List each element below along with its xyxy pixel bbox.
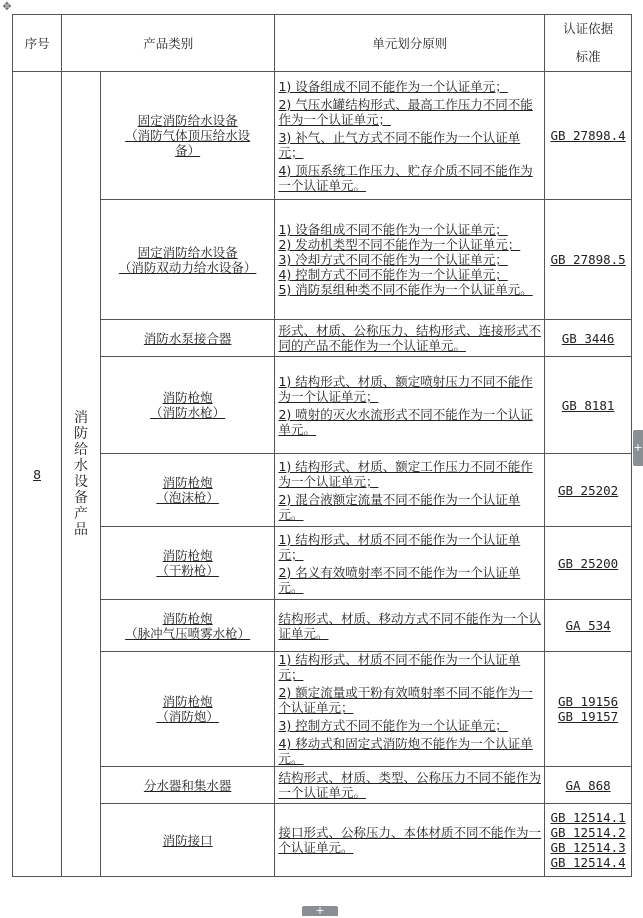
product-name — [100, 200, 275, 320]
table-row — [13, 527, 632, 600]
table-row — [13, 320, 632, 357]
product-name-line: （消防炮） — [156, 709, 219, 724]
standard-ref — [545, 320, 632, 357]
standard-ref — [545, 357, 632, 454]
table-row — [13, 767, 632, 804]
unit-rule-item: 3) 控制方式不同不能作为一个认证单元； — [278, 718, 508, 733]
standard-code: GB 12514.3 — [550, 840, 626, 855]
unit-rule — [275, 320, 545, 357]
product-name-line: 固定消防给水设备 — [137, 113, 238, 128]
unit-rule-item: 2) 混合液额定流量不同不能作为一个认证单元。 — [278, 491, 521, 522]
unit-rule — [275, 454, 545, 527]
unit-rule-item: 2) 气压水罐结构形式、最高工作压力不同不能作为一个认证单元； — [278, 96, 533, 127]
product-name-line: 分水器和集水器 — [143, 777, 232, 793]
standard-ref — [545, 72, 632, 200]
group-category-label: 消防给水设备产品 — [73, 410, 88, 538]
product-name-line: 消防枪炮 — [162, 475, 213, 490]
product-name-line: （消防气体顶压给水设 — [125, 128, 251, 143]
unit-rule-item: 1) 结构形式、材质不同不能作为一个认证单元； — [278, 652, 521, 682]
table-row — [13, 200, 632, 320]
product-name-line: （消防水枪） — [150, 405, 226, 420]
product-name-line: （泡沫枪） — [156, 490, 219, 505]
unit-rule-item: 4) 移动式和固定式消防炮不能作为一个认证单元。 — [278, 736, 533, 766]
unit-rule — [275, 357, 545, 454]
standard-code: GB 19157 — [557, 709, 619, 724]
header-category: 产品类别 — [62, 15, 275, 72]
standard-code: GB 8181 — [561, 397, 615, 413]
product-name — [100, 527, 275, 600]
group-category — [62, 72, 101, 877]
unit-rule-item: 接口形式、公称压力、本体材质不同不能作为一个认证单元。 — [278, 825, 541, 855]
product-name — [100, 652, 275, 767]
standard-ref — [545, 804, 632, 877]
product-name-line: （脉冲气压喷雾水枪） — [125, 625, 251, 641]
unit-rule-item: 结构形式、材质、移动方式不同不能作为一个认证单元。 — [278, 610, 541, 641]
move-handle-icon[interactable]: ✥ — [2, 0, 12, 13]
unit-rule — [275, 652, 545, 767]
product-name — [100, 454, 275, 527]
unit-rule-item: 5) 消防泵组种类不同不能作为一个认证单元。 — [278, 282, 533, 297]
certification-table — [12, 14, 632, 877]
standard-ref — [545, 200, 632, 320]
unit-rule-item: 4) 顶压系统工作压力、贮存介质不同不能作为一个认证单元。 — [278, 162, 533, 193]
standard-ref — [545, 600, 632, 652]
unit-rule-item: 结构形式、材质、类型、公称压力不同不能作为一个认证单元。 — [278, 770, 541, 800]
header-standard — [545, 15, 632, 72]
table-row — [13, 652, 632, 767]
standard-code: GB 25202 — [557, 482, 619, 498]
product-name-line: 消防枪炮 — [162, 610, 213, 626]
table-row — [13, 600, 632, 652]
unit-rule-item: 1) 设备组成不同不能作为一个认证单元； — [278, 222, 508, 237]
unit-rule-item: 2) 额定流量或干粉有效喷射率不同不能作为一个认证单元； — [278, 685, 533, 715]
product-name — [100, 767, 275, 804]
standard-code: GB 12514.4 — [550, 855, 626, 870]
product-name — [100, 72, 275, 200]
table-row — [13, 804, 632, 877]
standard-code: GA 534 — [565, 618, 611, 633]
product-name — [100, 357, 275, 454]
product-name-line: （干粉枪） — [156, 563, 219, 578]
standard-code: GA 868 — [565, 777, 611, 793]
unit-rule — [275, 767, 545, 804]
header-standard-line1: 认证依据 — [563, 21, 614, 36]
unit-rule-item: 形式、材质、公称压力、结构形式、连接形式不同的产品不能作为一个认证单元。 — [278, 323, 541, 353]
standard-ref — [545, 454, 632, 527]
unit-rule-item: 3) 补气、止气方式不同不能作为一个认证单元； — [278, 129, 521, 160]
unit-rule-item: 1) 结构形式、材质、额定喷射压力不同不能作为一个认证单元； — [278, 373, 533, 404]
standard-code: GB 27898.4 — [550, 128, 626, 143]
unit-rule-item: 1) 结构形式、材质不同不能作为一个认证单元； — [278, 531, 521, 562]
unit-rule — [275, 804, 545, 877]
table-header-row — [13, 15, 632, 72]
header-standard-line2: 标准 — [575, 49, 601, 64]
product-name — [100, 600, 275, 652]
plus-icon[interactable]: + — [633, 430, 643, 466]
standard-code: GB 25200 — [557, 555, 619, 571]
standard-code: GB 12514.1 — [550, 810, 626, 825]
unit-rule-item: 1) 设备组成不同不能作为一个认证单元； — [278, 78, 508, 94]
standard-ref — [545, 527, 632, 600]
product-name-line: （消防双动力给水设备） — [118, 259, 257, 275]
product-name-line: 消防枪炮 — [162, 390, 213, 405]
standard-ref — [545, 767, 632, 804]
unit-rule — [275, 200, 545, 320]
product-name-line: 消防枪炮 — [162, 548, 213, 563]
unit-rule-item: 3) 冷却方式不同不能作为一个认证单元； — [278, 252, 508, 267]
product-name-line: 备） — [175, 143, 201, 158]
unit-rule-item: 1) 结构形式、材质、额定工作压力不同不能作为一个认证单元； — [278, 458, 533, 489]
product-name-line: 消防接口 — [162, 832, 213, 848]
standard-code: GB 12514.2 — [550, 825, 626, 840]
unit-rule-item: 4) 控制方式不同不能作为一个认证单元； — [278, 267, 508, 282]
unit-rule — [275, 600, 545, 652]
product-name-line: 消防枪炮 — [162, 694, 213, 709]
product-name — [100, 320, 275, 357]
product-name-line: 消防水泵接合器 — [143, 330, 232, 346]
product-name — [100, 804, 275, 877]
unit-rule — [275, 527, 545, 600]
standard-code: GB 19156 — [557, 694, 619, 709]
table-row — [13, 72, 632, 200]
plus-icon[interactable]: + — [302, 906, 338, 916]
table-row — [13, 357, 632, 454]
standard-ref — [545, 652, 632, 767]
unit-rule-item: 2) 发动机类型不同不能作为一个认证单元； — [278, 237, 521, 252]
unit-rule — [275, 72, 545, 200]
unit-rule-item: 2) 喷射的灭火水流形式不同不能作为一个认证单元。 — [278, 406, 533, 437]
unit-rule-item: 2) 名义有效喷射率不同不能作为一个认证单元。 — [278, 564, 521, 595]
table-row — [13, 454, 632, 527]
product-name-line: 固定消防给水设备 — [137, 244, 238, 260]
standard-code: GB 27898.5 — [550, 252, 626, 267]
header-no: 序号 — [13, 15, 62, 72]
header-rule: 单元划分原则 — [275, 15, 545, 72]
group-number: 8 — [13, 72, 62, 877]
standard-code: GB 3446 — [561, 330, 615, 346]
